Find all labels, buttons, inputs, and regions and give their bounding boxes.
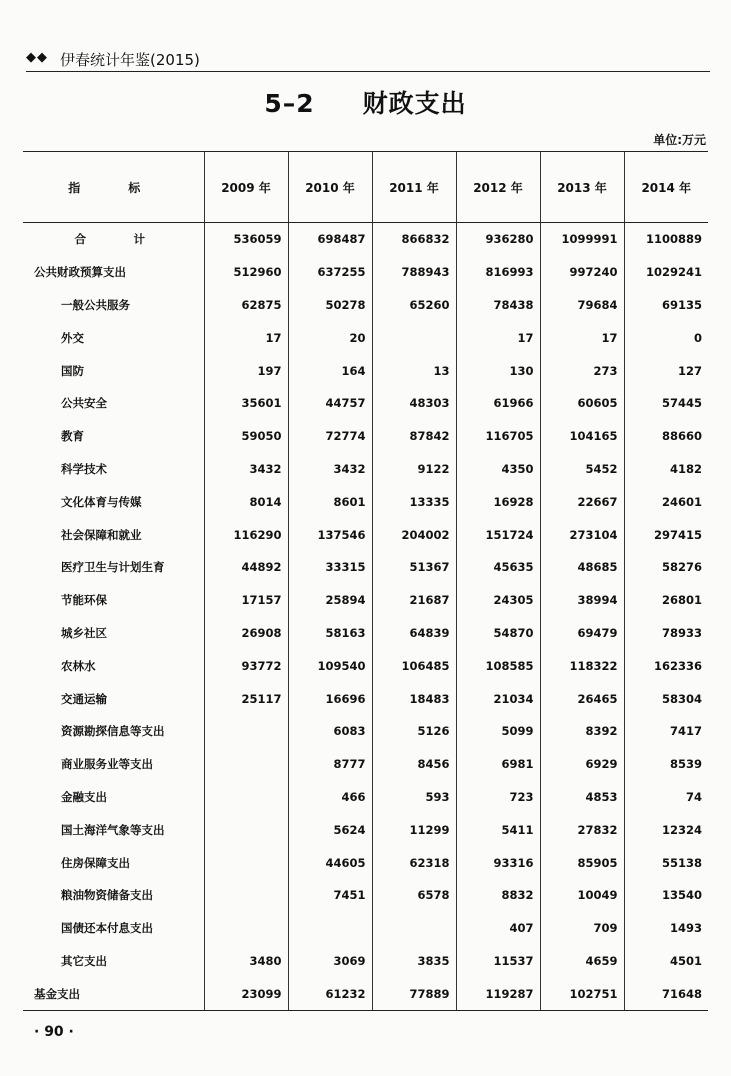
table-cell: 3432 bbox=[204, 453, 288, 486]
table-cell: 709 bbox=[540, 912, 624, 945]
table-cell: 8601 bbox=[288, 485, 372, 518]
table-cell: 4350 bbox=[456, 453, 540, 486]
table-cell: 5126 bbox=[372, 715, 456, 748]
table-cell: 151724 bbox=[456, 518, 540, 551]
table-cell: 3432 bbox=[288, 453, 372, 486]
row-label: 国土海洋气象等支出 bbox=[61, 822, 165, 837]
table-cell: 51367 bbox=[372, 551, 456, 584]
table-cell: 24601 bbox=[624, 485, 708, 518]
row-label: 粮油物资储备支出 bbox=[61, 888, 153, 903]
table-cell: 77889 bbox=[372, 977, 456, 1010]
expenditure-table bbox=[23, 151, 708, 1011]
table-cell: 197 bbox=[204, 354, 288, 387]
table-cell: 1493 bbox=[624, 912, 708, 945]
table-cell: 88660 bbox=[624, 420, 708, 453]
table-cell: 164 bbox=[288, 354, 372, 387]
table-cell bbox=[204, 748, 288, 781]
table-cell: 102751 bbox=[540, 977, 624, 1010]
table-cell: 11537 bbox=[456, 945, 540, 978]
table-cell: 17 bbox=[204, 321, 288, 354]
table-row bbox=[23, 518, 708, 551]
column-header-2014: 2014 年 bbox=[624, 152, 708, 223]
table-cell: 61232 bbox=[288, 977, 372, 1010]
table-cell: 936280 bbox=[456, 223, 540, 256]
table-cell: 26908 bbox=[204, 617, 288, 650]
table-cell: 119287 bbox=[456, 977, 540, 1010]
table-row bbox=[23, 289, 708, 322]
table-cell: 85905 bbox=[540, 846, 624, 879]
table-row bbox=[23, 649, 708, 682]
table-cell: 3069 bbox=[288, 945, 372, 978]
table-cell bbox=[288, 912, 372, 945]
table-cell: 78438 bbox=[456, 289, 540, 322]
row-label: 商业服务业等支出 bbox=[61, 757, 153, 772]
table-cell: 273 bbox=[540, 354, 624, 387]
table-cell: 204002 bbox=[372, 518, 456, 551]
column-header-2012: 2012 年 bbox=[456, 152, 540, 223]
table-cell bbox=[372, 321, 456, 354]
table-cell: 55138 bbox=[624, 846, 708, 879]
table-title: 财政支出 bbox=[362, 89, 467, 118]
table-cell: 16928 bbox=[456, 485, 540, 518]
table-cell: 71648 bbox=[624, 977, 708, 1010]
row-label: 基金支出 bbox=[23, 977, 204, 1010]
diamond-markers: ◆◆ bbox=[26, 50, 48, 65]
table-cell bbox=[372, 912, 456, 945]
book-title: 伊春统计年鉴(2015) bbox=[60, 51, 200, 69]
row-label: 金融支出 bbox=[61, 789, 107, 804]
table-cell: 6981 bbox=[456, 748, 540, 781]
table-cell: 698487 bbox=[288, 223, 372, 256]
table-header-row bbox=[23, 152, 708, 223]
table-cell: 6083 bbox=[288, 715, 372, 748]
table-cell bbox=[204, 781, 288, 814]
table-cell: 637255 bbox=[288, 256, 372, 289]
row-label: 城乡社区 bbox=[61, 625, 107, 640]
table-cell bbox=[204, 879, 288, 912]
table-cell: 25894 bbox=[288, 584, 372, 617]
table-row bbox=[23, 715, 708, 748]
row-label: 国债还本付息支出 bbox=[61, 921, 153, 936]
table-row bbox=[23, 617, 708, 650]
table-cell: 4182 bbox=[624, 453, 708, 486]
unit-label: 单位:万元 bbox=[653, 133, 706, 147]
row-label: 国防 bbox=[61, 363, 84, 378]
table-cell: 58304 bbox=[624, 682, 708, 715]
table-cell: 4853 bbox=[540, 781, 624, 814]
table-cell: 20 bbox=[288, 321, 372, 354]
table-row bbox=[23, 977, 708, 1010]
table-cell: 593 bbox=[372, 781, 456, 814]
table-cell: 118322 bbox=[540, 649, 624, 682]
table-cell: 109540 bbox=[288, 649, 372, 682]
table-cell: 54870 bbox=[456, 617, 540, 650]
table-row bbox=[23, 912, 708, 945]
table-cell: 116290 bbox=[204, 518, 288, 551]
table-row bbox=[23, 551, 708, 584]
table-cell: 8777 bbox=[288, 748, 372, 781]
table-cell: 87842 bbox=[372, 420, 456, 453]
table-cell: 69135 bbox=[624, 289, 708, 322]
table-row bbox=[23, 813, 708, 846]
table-number: 5–2 bbox=[264, 89, 315, 118]
table-row bbox=[23, 453, 708, 486]
table-cell bbox=[204, 813, 288, 846]
table-cell: 5099 bbox=[456, 715, 540, 748]
table-cell: 21034 bbox=[456, 682, 540, 715]
table-cell: 162336 bbox=[624, 649, 708, 682]
table-cell: 33315 bbox=[288, 551, 372, 584]
table-cell: 78933 bbox=[624, 617, 708, 650]
table-cell: 407 bbox=[456, 912, 540, 945]
column-header-indicator: 指 标 bbox=[23, 152, 204, 223]
table-row bbox=[23, 354, 708, 387]
table-cell: 93316 bbox=[456, 846, 540, 879]
column-header-2011: 2011 年 bbox=[372, 152, 456, 223]
table-cell: 866832 bbox=[372, 223, 456, 256]
table-cell: 6578 bbox=[372, 879, 456, 912]
table-cell: 22667 bbox=[540, 485, 624, 518]
table-cell: 17 bbox=[456, 321, 540, 354]
running-header bbox=[26, 49, 710, 72]
table-cell: 127 bbox=[624, 354, 708, 387]
table-cell: 1099991 bbox=[540, 223, 624, 256]
table-cell: 72774 bbox=[288, 420, 372, 453]
table-cell: 8832 bbox=[456, 879, 540, 912]
table-cell: 9122 bbox=[372, 453, 456, 486]
table-cell: 44892 bbox=[204, 551, 288, 584]
table-cell: 13335 bbox=[372, 485, 456, 518]
row-label: 社会保障和就业 bbox=[61, 527, 142, 542]
table-cell: 6929 bbox=[540, 748, 624, 781]
column-header-2009: 2009 年 bbox=[204, 152, 288, 223]
table-cell: 11299 bbox=[372, 813, 456, 846]
table-cell: 48685 bbox=[540, 551, 624, 584]
table-row bbox=[23, 945, 708, 978]
table-cell: 44605 bbox=[288, 846, 372, 879]
table-cell: 24305 bbox=[456, 584, 540, 617]
page-number: · 90 · bbox=[34, 1024, 74, 1040]
table-cell: 44757 bbox=[288, 387, 372, 420]
table-cell: 8392 bbox=[540, 715, 624, 748]
column-header-2013: 2013 年 bbox=[540, 152, 624, 223]
table-row bbox=[23, 485, 708, 518]
row-label: 文化体育与传媒 bbox=[61, 494, 142, 509]
table-cell: 64839 bbox=[372, 617, 456, 650]
table-cell: 116705 bbox=[456, 420, 540, 453]
row-label: 合 计 bbox=[74, 232, 163, 247]
row-label: 外交 bbox=[61, 330, 84, 345]
table-row bbox=[23, 584, 708, 617]
table-cell: 536059 bbox=[204, 223, 288, 256]
table-cell: 26465 bbox=[540, 682, 624, 715]
table-row bbox=[23, 846, 708, 879]
table-cell: 38994 bbox=[540, 584, 624, 617]
table-cell: 108585 bbox=[456, 649, 540, 682]
table-cell: 5452 bbox=[540, 453, 624, 486]
table-cell: 65260 bbox=[372, 289, 456, 322]
table-cell: 466 bbox=[288, 781, 372, 814]
table-cell: 93772 bbox=[204, 649, 288, 682]
table-cell: 0 bbox=[624, 321, 708, 354]
row-label: 其它支出 bbox=[61, 953, 107, 968]
table-cell: 21687 bbox=[372, 584, 456, 617]
table-cell: 3835 bbox=[372, 945, 456, 978]
table-row bbox=[23, 682, 708, 715]
column-header-2010: 2010 年 bbox=[288, 152, 372, 223]
table-cell: 27832 bbox=[540, 813, 624, 846]
table-cell: 5411 bbox=[456, 813, 540, 846]
table-cell: 16696 bbox=[288, 682, 372, 715]
table-cell: 48303 bbox=[372, 387, 456, 420]
table-cell: 79684 bbox=[540, 289, 624, 322]
table-cell: 13 bbox=[372, 354, 456, 387]
table-cell: 5624 bbox=[288, 813, 372, 846]
table-row bbox=[23, 748, 708, 781]
row-label: 医疗卫生与计划生育 bbox=[61, 560, 165, 575]
table-cell: 69479 bbox=[540, 617, 624, 650]
table-cell: 130 bbox=[456, 354, 540, 387]
row-label: 公共安全 bbox=[61, 396, 107, 411]
table-cell: 61966 bbox=[456, 387, 540, 420]
table-cell: 74 bbox=[624, 781, 708, 814]
row-label: 科学技术 bbox=[61, 461, 107, 476]
row-label: 教育 bbox=[61, 429, 84, 444]
table-cell: 10049 bbox=[540, 879, 624, 912]
table-row bbox=[23, 321, 708, 354]
table-cell: 273104 bbox=[540, 518, 624, 551]
table-cell: 35601 bbox=[204, 387, 288, 420]
table-cell: 62875 bbox=[204, 289, 288, 322]
row-label: 农林水 bbox=[61, 658, 96, 673]
table-cell: 50278 bbox=[288, 289, 372, 322]
table-cell: 8014 bbox=[204, 485, 288, 518]
table-cell: 62318 bbox=[372, 846, 456, 879]
table-cell: 8539 bbox=[624, 748, 708, 781]
table-cell: 137546 bbox=[288, 518, 372, 551]
table-cell: 58276 bbox=[624, 551, 708, 584]
table-row bbox=[23, 387, 708, 420]
table-cell: 60605 bbox=[540, 387, 624, 420]
table-cell: 17 bbox=[540, 321, 624, 354]
table-row bbox=[23, 223, 708, 256]
row-label: 住房保障支出 bbox=[61, 855, 130, 870]
table-cell: 723 bbox=[456, 781, 540, 814]
table-row bbox=[23, 420, 708, 453]
table-cell: 1029241 bbox=[624, 256, 708, 289]
table-cell: 3480 bbox=[204, 945, 288, 978]
table-cell: 997240 bbox=[540, 256, 624, 289]
table-cell: 17157 bbox=[204, 584, 288, 617]
row-label: 资源勘探信息等支出 bbox=[61, 724, 165, 739]
table-cell: 23099 bbox=[204, 977, 288, 1010]
table-cell: 1100889 bbox=[624, 223, 708, 256]
table-cell: 297415 bbox=[624, 518, 708, 551]
table-cell: 7417 bbox=[624, 715, 708, 748]
table-cell: 12324 bbox=[624, 813, 708, 846]
row-label: 公共财政预算支出 bbox=[34, 265, 126, 280]
row-label: 交通运输 bbox=[61, 691, 107, 706]
table-cell: 26801 bbox=[624, 584, 708, 617]
page-title bbox=[0, 84, 731, 120]
table-cell: 512960 bbox=[204, 256, 288, 289]
table-cell: 106485 bbox=[372, 649, 456, 682]
table-cell: 25117 bbox=[204, 682, 288, 715]
table-cell: 59050 bbox=[204, 420, 288, 453]
table-row bbox=[23, 781, 708, 814]
row-label: 一般公共服务 bbox=[61, 297, 130, 312]
table-cell: 4501 bbox=[624, 945, 708, 978]
table-cell: 45635 bbox=[456, 551, 540, 584]
table-cell: 7451 bbox=[288, 879, 372, 912]
table-cell: 104165 bbox=[540, 420, 624, 453]
table-cell: 4659 bbox=[540, 945, 624, 978]
row-label: 节能环保 bbox=[61, 593, 107, 608]
table-cell: 13540 bbox=[624, 879, 708, 912]
table-cell: 788943 bbox=[372, 256, 456, 289]
table-cell: 8456 bbox=[372, 748, 456, 781]
table-row bbox=[23, 879, 708, 912]
table-cell: 58163 bbox=[288, 617, 372, 650]
table-row bbox=[23, 256, 708, 289]
table-cell: 18483 bbox=[372, 682, 456, 715]
table-cell: 816993 bbox=[456, 256, 540, 289]
table-cell bbox=[204, 715, 288, 748]
table-cell: 57445 bbox=[624, 387, 708, 420]
table-cell bbox=[204, 846, 288, 879]
table-cell bbox=[204, 912, 288, 945]
